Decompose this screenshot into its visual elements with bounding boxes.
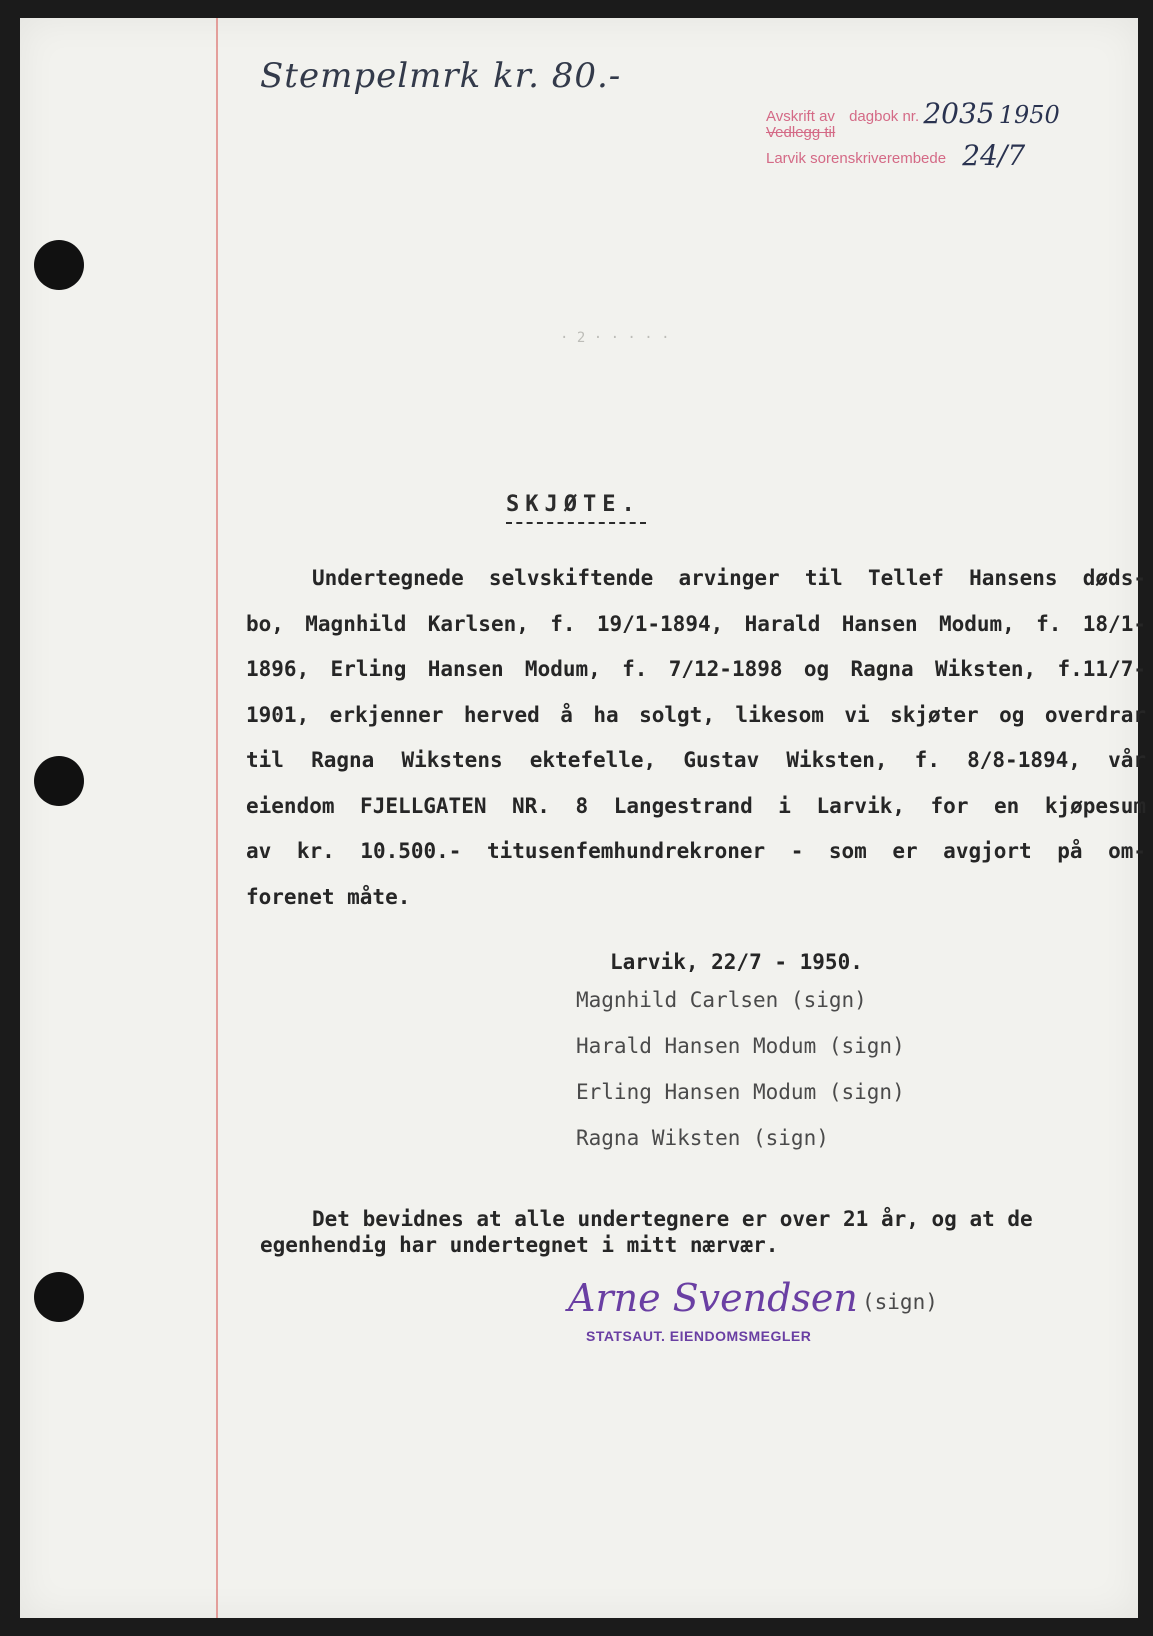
stamp-date: 24/7 [962, 139, 1026, 172]
body-line: Undertegnede selvskiftende arvinger til Tellef Hansens døds- [312, 566, 1146, 590]
punch-hole [34, 1272, 84, 1322]
deed-body [246, 556, 1146, 920]
signature-line: Erling Hansen Modum (sign) [576, 1080, 905, 1104]
document-title: SKJØTE. [506, 492, 641, 517]
punch-hole [34, 240, 84, 290]
stamp-avskrift: Avskrift av [766, 108, 835, 125]
document-page [20, 18, 1146, 1618]
stamp-duty-note: Stempelmrk kr. 80.- [260, 56, 622, 96]
body-line: 1901, erkjenner herved å ha solgt, likesom vi skjøter og overdrar [246, 702, 1146, 727]
stamp-dagbok-number: 2035 [923, 97, 995, 130]
broker-sign-note: (sign) [862, 1290, 938, 1314]
attestation-line: egenhendig har undertegnet i mitt nærvær. [260, 1233, 779, 1257]
body-line: eiendom FJELLGATEN NR. 8 Langestrand i Larvik, for en kjøpesum [246, 793, 1146, 818]
date-line: Larvik, 22/7 - 1950. [610, 950, 863, 974]
attestation [260, 1206, 1090, 1258]
faint-mark: · 2 · · · · · [560, 330, 670, 346]
broker-signature: Arne Svendsen [568, 1276, 858, 1320]
body-line: av kr. 10.500.- titusenfemhundrekroner - som er avgjort på om- [246, 839, 1146, 863]
stamp-vedlegg: Vedlegg til [766, 124, 836, 141]
attestation-line: Det bevidnes at alle undertegnere er over 21 år, og at de [312, 1207, 1033, 1231]
stamp-court: Larvik sorenskriverembede [766, 150, 947, 167]
body-line: bo, Magnhild Karlsen, f. 19/1-1894, Harald Hansen Modum, f. 18/1- [246, 611, 1146, 636]
margin-line [216, 18, 218, 1618]
registry-stamp [766, 97, 1060, 172]
title-underline [506, 522, 646, 524]
body-line: forenet måte. [246, 884, 411, 909]
body-line: 1896, Erling Hansen Modum, f. 7/12-1898 og Ragna Wiksten, f.11/7- [246, 657, 1146, 681]
stamp-dagbok-label: dagbok nr. [849, 108, 920, 125]
body-line: til Ragna Wikstens ektefelle, Gustav Wiksten, f. 8/8-1894, vår [246, 748, 1146, 772]
signature-line: Ragna Wiksten (sign) [576, 1126, 829, 1150]
broker-title-stamp: STATSAUT. EIENDOMSMEGLER [586, 1328, 812, 1344]
punch-hole [34, 756, 84, 806]
signature-line: Magnhild Carlsen (sign) [576, 988, 867, 1012]
stamp-year: 1950 [998, 101, 1060, 129]
signature-line: Harald Hansen Modum (sign) [576, 1034, 905, 1058]
